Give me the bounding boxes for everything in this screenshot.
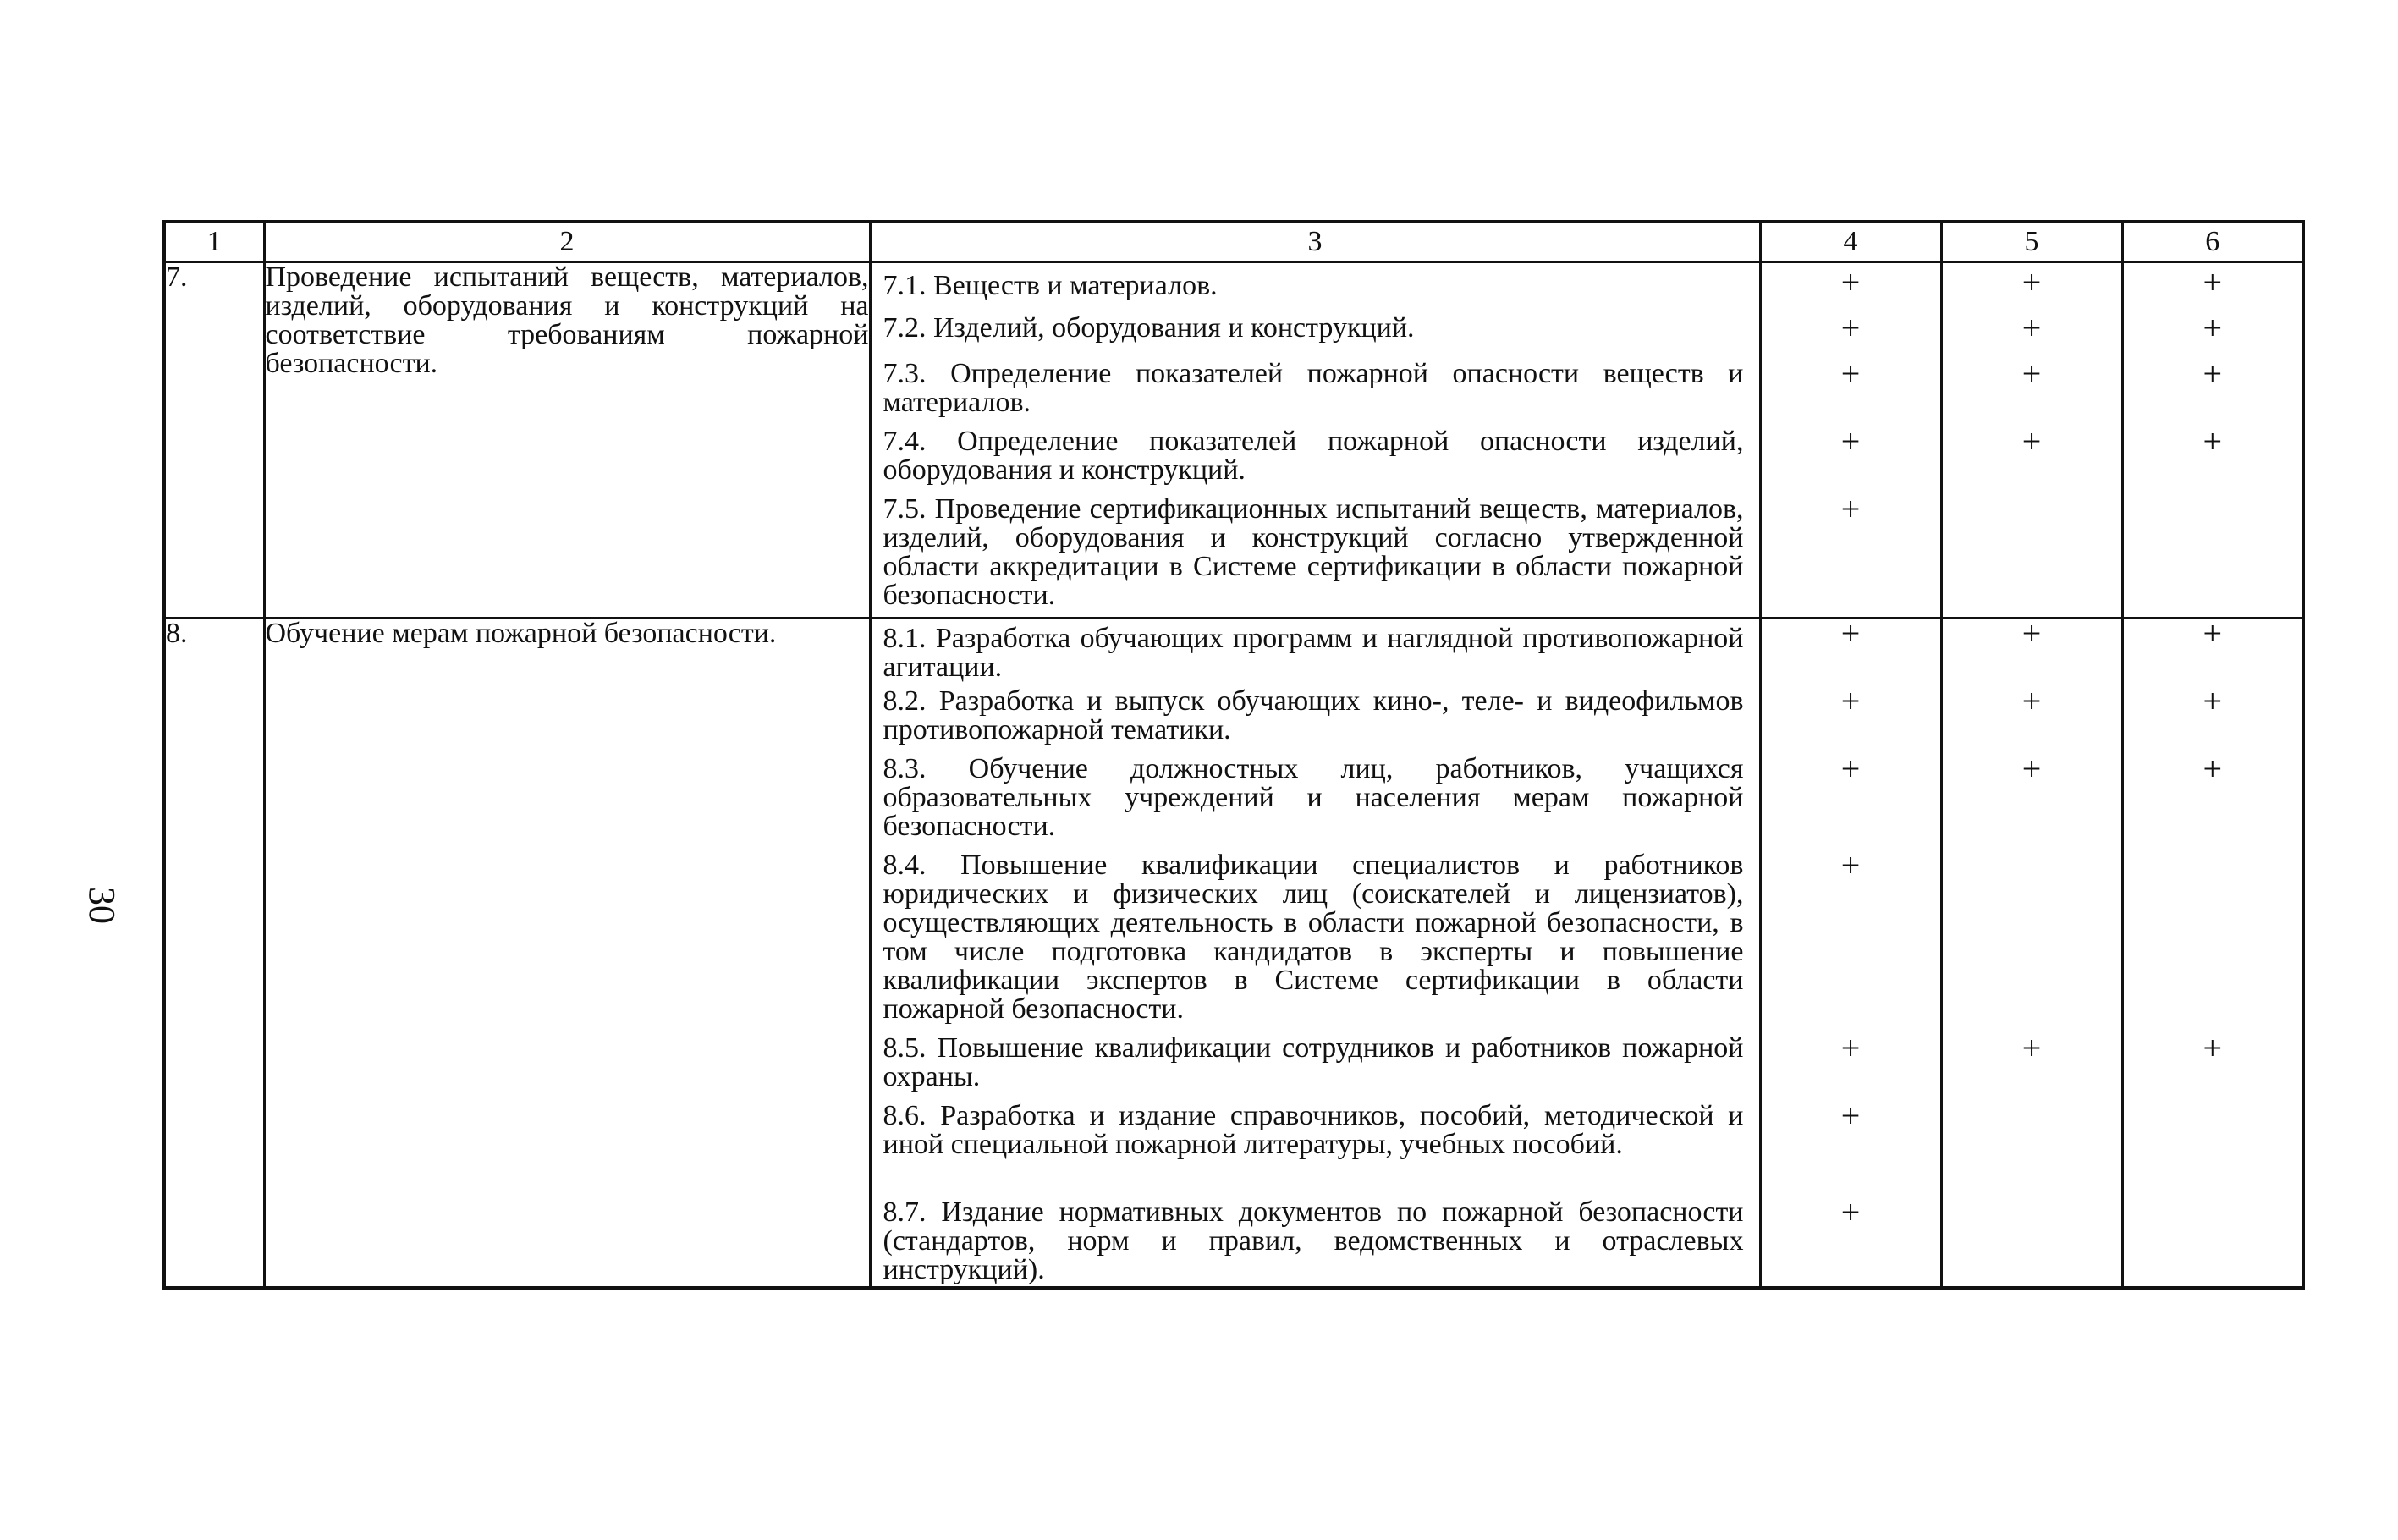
- sub-item-7-5: 7.5. Проведение сертификационных испытаний веществ, материалов, изделий, оборудования и конструкций согласно утвержденной области аккредитации в Системе сертификации в области пожарной безопасности.: [883, 493, 1744, 611]
- column-header-1: 1: [164, 222, 264, 262]
- mark-7-1-c5: +: [2021, 263, 2042, 301]
- mark-8-3-c4: +: [1840, 750, 1861, 788]
- mark-8-5-c4: +: [1840, 1029, 1861, 1067]
- mark-7-2-c4: +: [1840, 309, 1861, 347]
- mark-7-3-c5: +: [2021, 355, 2042, 393]
- sub-item-8-4: 8.4. Повышение квалификации специалистов и работников юридических и физических лиц (соискателей и лицензиатов), осуществляющих деятельность в области пожарной безопасности, в том числе подготовка кандидатов в эксперты и повышение квалификации экспертов в Системе сертификации в области пожарной безопасности.: [883, 850, 1744, 1025]
- page-number: 30: [81, 887, 123, 924]
- sub-item-7-4: 7.4. Определение показателей пожарной опасности изделий, оборудования и конструкций.: [883, 426, 1744, 486]
- table-row-8: [164, 619, 2303, 1289]
- mark-7-4-c6: +: [2203, 422, 2223, 460]
- mark-8-7-c6: [2124, 1198, 2302, 1286]
- requirements-table: [162, 220, 2305, 1290]
- mark-7-4-c5: +: [2021, 422, 2042, 460]
- column-4-marks: [1760, 614, 1941, 1289]
- mark-8-1-c6: +: [2203, 614, 2223, 652]
- mark-8-4-c5: [1943, 851, 2121, 1034]
- column-header-6: 6: [2122, 222, 2303, 262]
- row-title: Проведение испытаний веществ, материалов, изделий, оборудования и конструкций на соответствие требованиям пожарной безопасности.: [264, 262, 870, 619]
- mark-7-5-c4: +: [1840, 490, 1861, 528]
- sub-items-column: [870, 619, 1760, 1289]
- mark-8-6-c6: [2124, 1102, 2302, 1198]
- mark-8-5-c6: +: [2203, 1029, 2223, 1067]
- column-6-marks: [2122, 614, 2303, 1289]
- row-number: 8.: [164, 619, 264, 1289]
- mark-7-5-c6: [2124, 495, 2302, 613]
- sub-item-7-1: 7.1. Веществ и материалов.: [883, 270, 1218, 301]
- column-6-marks: [2122, 262, 2303, 619]
- mark-8-2-c5: +: [2021, 682, 2042, 720]
- mark-7-5-c5: [1943, 495, 2121, 613]
- row-title: Обучение мерам пожарной безопасности.: [264, 619, 870, 1289]
- mark-8-3-c5: +: [2021, 750, 2042, 788]
- mark-8-2-c6: +: [2203, 682, 2223, 720]
- mark-8-7-c5: [1943, 1198, 2121, 1286]
- sub-item-7-2: 7.2. Изделий, оборудования и конструкций.: [883, 312, 1415, 344]
- mark-7-2-c6: +: [2203, 309, 2223, 347]
- mark-8-4-c6: [2124, 851, 2302, 1034]
- mark-7-3-c6: +: [2203, 355, 2223, 393]
- column-5-marks: [1941, 262, 2122, 619]
- column-header-3: 3: [870, 222, 1760, 262]
- column-5-marks: [1941, 614, 2122, 1289]
- table-row-7: [164, 262, 2303, 619]
- sub-items-column: [870, 262, 1760, 619]
- mark-8-5-c5: +: [2021, 1029, 2042, 1067]
- column-header-4: 4: [1760, 222, 1941, 262]
- mark-8-1-c5: +: [2021, 614, 2042, 652]
- mark-8-3-c6: +: [2203, 750, 2223, 788]
- sub-item-7-3: 7.3. Определение показателей пожарной опасности веществ и материалов.: [883, 358, 1744, 418]
- header-row: [164, 222, 2303, 262]
- mark-7-1-c6: +: [2203, 263, 2223, 301]
- sub-item-8-2: 8.2. Разработка и выпуск обучающих кино-, теле- и видеофильмов противопожарной тематики.: [883, 685, 1744, 745]
- mark-7-4-c4: +: [1840, 422, 1861, 460]
- sub-item-8-6: 8.6. Разработка и издание справочников, пособий, методической и иной специальной пожарной литературы, учебных пособий.: [883, 1100, 1744, 1160]
- column-4-marks: [1760, 262, 1941, 619]
- column-header-2: 2: [264, 222, 870, 262]
- mark-8-1-c4: +: [1840, 614, 1861, 652]
- mark-7-3-c4: +: [1840, 355, 1861, 393]
- sub-item-8-5: 8.5. Повышение квалификации сотрудников и работников пожарной охраны.: [883, 1032, 1744, 1092]
- sub-item-8-3: 8.3. Обучение должностных лиц, работников, учащихся образовательных учреждений и населения мерам пожарной безопасности.: [883, 753, 1744, 842]
- mark-8-6-c4: +: [1840, 1097, 1861, 1135]
- sub-item-8-1: 8.1. Разработка обучающих программ и наглядной противопожарной агитации.: [883, 623, 1744, 683]
- mark-8-6-c5: [1943, 1102, 2121, 1198]
- column-header-5: 5: [1941, 222, 2122, 262]
- mark-7-2-c5: +: [2021, 309, 2042, 347]
- mark-8-4-c4: +: [1840, 846, 1861, 884]
- mark-7-1-c4: +: [1840, 263, 1861, 301]
- mark-8-7-c4: +: [1840, 1193, 1861, 1231]
- mark-8-2-c4: +: [1840, 682, 1861, 720]
- sub-item-8-7: 8.7. Издание нормативных документов по пожарной безопасности (стандартов, норм и правил, ведомственных и отраслевых инструкций).: [883, 1196, 1744, 1285]
- row-number: 7.: [164, 262, 264, 619]
